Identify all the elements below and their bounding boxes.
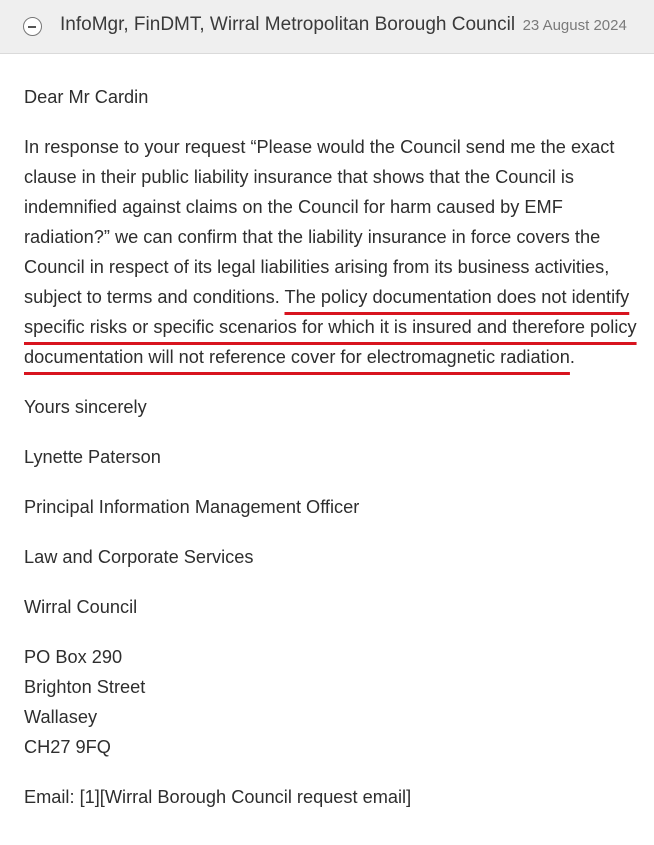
postal-address: [24, 642, 649, 762]
salutation: Dear Mr Cardin: [24, 87, 149, 107]
address-line: Wallasey: [24, 707, 98, 727]
organisation: Wirral Council: [24, 597, 138, 617]
signatory-name: Lynette Paterson: [24, 447, 161, 467]
department: Law and Corporate Services: [24, 547, 254, 567]
header-text: [60, 14, 627, 36]
address-line: CH27 9FQ: [24, 737, 111, 757]
message-date: 23 August 2024: [522, 17, 627, 34]
minus-circle-icon[interactable]: [23, 17, 42, 36]
email-line: Email: [1][Wirral Borough Council request email]: [24, 787, 412, 807]
highlighted-statement: The policy documentation does not identify specific risks or specific scenarios for which it is insured and therefore policy documentation will not reference cover for electromagnetic radiation: [24, 287, 637, 367]
signatory-title: Principal Information Management Officer: [24, 497, 360, 517]
paragraph-text: In response to your request “Please would the Council send me the exact clause in their public liability insurance that shows that the Council is indemnified against claims on the Council for harm caused by EMF radiation?” we can confirm that the liability insurance in force covers the Council in respect of its legal liabilities arising from its business activities, subject to terms and conditions.: [24, 137, 615, 307]
address-line: PO Box 290: [24, 647, 123, 667]
message-header[interactable]: [0, 0, 654, 54]
message-body: [24, 82, 649, 832]
address-line: Brighton Street: [24, 677, 146, 697]
response-paragraph: [24, 132, 649, 372]
paragraph-end: .: [569, 347, 575, 367]
sender-name: InfoMgr, FinDMT, Wirral Metropolitan Borough Council: [60, 14, 516, 35]
closing: Yours sincerely: [24, 397, 147, 417]
